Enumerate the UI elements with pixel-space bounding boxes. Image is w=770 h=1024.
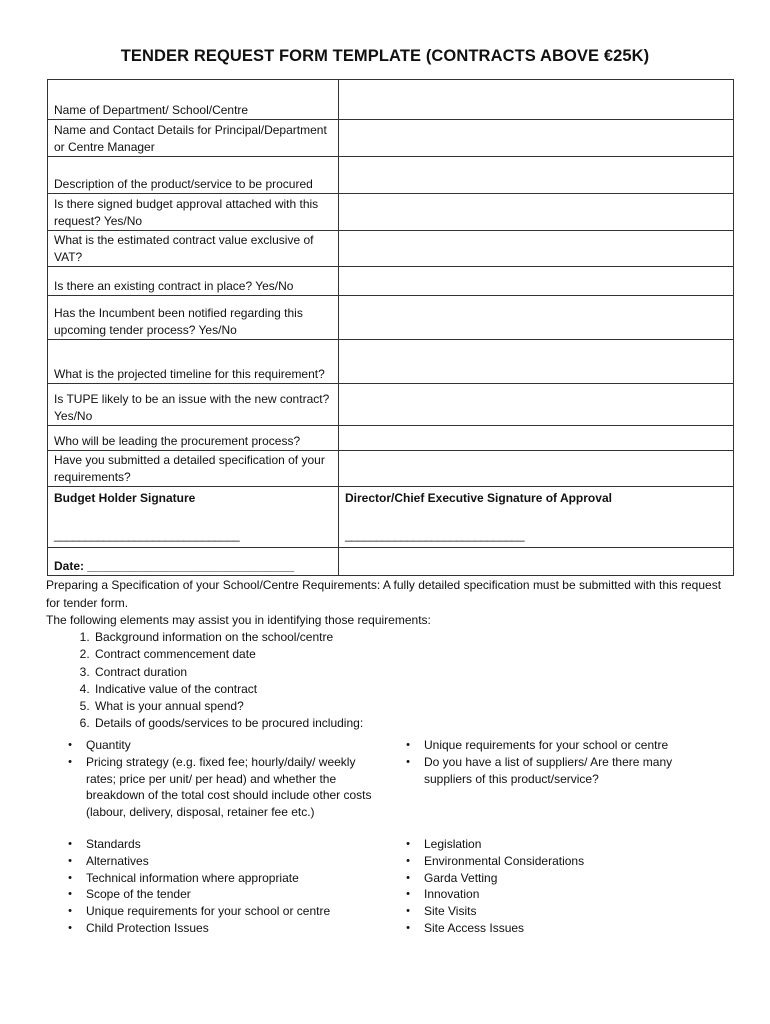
- list-item: • Site Access Issues: [402, 920, 712, 937]
- bullet-icon: •: [68, 755, 72, 768]
- specification-paragraph: Preparing a Specification of your School/Centre Requirements: A fully detailed specification must be submitted with this request for tender form.: [46, 578, 722, 610]
- form-row-incumbent: [48, 296, 734, 340]
- bullet-icon: •: [406, 854, 410, 867]
- form-answer-field[interactable]: [339, 296, 734, 340]
- form-answer-field[interactable]: [339, 80, 734, 120]
- form-answer-field[interactable]: [339, 267, 734, 296]
- form-row-budget-approval: [48, 194, 734, 231]
- bullet-list-right-top: [402, 737, 712, 787]
- bullet-icon: •: [406, 905, 410, 918]
- director-signature-field[interactable]: [339, 487, 734, 548]
- budget-holder-signature-label: Budget Holder Signature: [54, 491, 196, 505]
- date-field[interactable]: Date: _______________________________: [48, 548, 339, 576]
- form-answer-field[interactable]: [339, 426, 734, 451]
- form-row-procurement-lead: [48, 426, 734, 451]
- budget-holder-signature-line: ______________________________: [54, 527, 240, 542]
- form-row-existing-contract: [48, 267, 734, 296]
- bullet-list-right-bottom: [402, 836, 712, 937]
- date-blank-cell: [339, 548, 734, 576]
- bullet-icon: •: [68, 871, 72, 884]
- list-item: 3. Contract duration: [93, 664, 363, 681]
- list-item: • Environmental Considerations: [402, 853, 712, 870]
- list-item: • Unique requirements for your school or centre: [402, 737, 712, 754]
- bullet-icon: •: [406, 888, 410, 901]
- bullet-icon: •: [68, 838, 72, 850]
- bullet-icon: •: [68, 739, 72, 751]
- form-label: Has the Incumbent been notified regarding this upcoming tender process? Yes/No: [48, 296, 339, 340]
- bullet-icon: •: [406, 838, 410, 850]
- list-item: • Technical information where appropriate: [64, 870, 374, 887]
- form-rows: [48, 80, 734, 576]
- specification-lead: The following elements may assist you in identifying those requirements:: [46, 613, 431, 627]
- list-item: • Garda Vetting: [402, 870, 712, 887]
- bullet-icon: •: [406, 921, 410, 934]
- form-row-timeline: [48, 340, 734, 384]
- form-answer-field[interactable]: [339, 451, 734, 487]
- bullet-list-left-bottom: [64, 836, 374, 937]
- specification-intro: [46, 577, 736, 630]
- list-item: • Site Visits: [402, 903, 712, 920]
- tender-request-form: [47, 79, 734, 576]
- list-item: • Quantity: [64, 737, 374, 754]
- form-answer-field[interactable]: [339, 231, 734, 267]
- form-row-description: [48, 157, 734, 194]
- list-item: • Innovation: [402, 886, 712, 903]
- requirements-numbered-list: [46, 629, 363, 733]
- director-signature-line: _____________________________: [345, 527, 525, 542]
- list-item: • Standards: [64, 836, 374, 853]
- form-row-contact: [48, 120, 734, 157]
- list-item: 4. Indicative value of the contract: [93, 681, 363, 698]
- form-answer-field[interactable]: [339, 120, 734, 157]
- bullet-icon: •: [68, 905, 72, 918]
- bullet-icon: •: [68, 921, 72, 934]
- list-item: 2. Contract commencement date: [93, 646, 363, 663]
- list-item: • Legislation: [402, 836, 712, 853]
- list-item: 5. What is your annual spend?: [93, 698, 363, 715]
- form-row-signatures: [48, 487, 734, 548]
- form-label: What is the projected timeline for this requirement?: [48, 340, 339, 384]
- page-title: TENDER REQUEST FORM TEMPLATE (CONTRACTS ABOVE €25K): [120, 47, 650, 65]
- list-item: • Scope of the tender: [64, 886, 374, 903]
- list-item: • Do you have a list of suppliers/ Are there many suppliers of this product/service?: [402, 754, 712, 788]
- bullet-icon: •: [406, 739, 410, 751]
- list-item: • Pricing strategy (e.g. fixed fee; hourly/daily/ weekly rates; price per unit/ per head) and whether the breakdown of the total cost should include other costs (labour, delivery, disposal, retainer fee etc.): [64, 754, 374, 821]
- bullet-icon: •: [406, 871, 410, 884]
- bullet-icon: •: [406, 755, 410, 768]
- form-answer-field[interactable]: [339, 340, 734, 384]
- form-label: Is TUPE likely to be an issue with the new contract? Yes/No: [48, 384, 339, 426]
- form-label: Name of Department/ School/Centre: [48, 80, 339, 120]
- form-label: Name and Contact Details for Principal/Department or Centre Manager: [48, 120, 339, 157]
- bullet-list-left-top: [64, 737, 374, 821]
- list-item: • Alternatives: [64, 853, 374, 870]
- form-label: Is there signed budget approval attached with this request? Yes/No: [48, 194, 339, 231]
- list-item: • Unique requirements for your school or centre: [64, 903, 374, 920]
- form-row-specification: [48, 451, 734, 487]
- form-label: Is there an existing contract in place? Yes/No: [48, 267, 339, 296]
- budget-holder-signature-field[interactable]: [48, 487, 339, 548]
- list-item: 1. Background information on the school/centre: [93, 629, 363, 646]
- form-label: Description of the product/service to be procured: [48, 157, 339, 194]
- director-signature-label: Director/Chief Executive Signature of Approval: [345, 491, 612, 505]
- form-answer-field[interactable]: [339, 384, 734, 426]
- form-row-date: [48, 548, 734, 576]
- form-label: What is the estimated contract value exclusive of VAT?: [48, 231, 339, 267]
- form-label: Have you submitted a detailed specification of your requirements?: [48, 451, 339, 487]
- form-row-contract-value: [48, 231, 734, 267]
- bullet-icon: •: [68, 854, 72, 867]
- form-answer-field[interactable]: [339, 157, 734, 194]
- form-label: Who will be leading the procurement process?: [48, 426, 339, 451]
- form-row-department: [48, 80, 734, 120]
- form-row-tupe: [48, 384, 734, 426]
- bullet-icon: •: [68, 888, 72, 901]
- form-answer-field[interactable]: [339, 194, 734, 231]
- list-item: • Child Protection Issues: [64, 920, 374, 937]
- list-item: 6. Details of goods/services to be procured including:: [93, 715, 363, 732]
